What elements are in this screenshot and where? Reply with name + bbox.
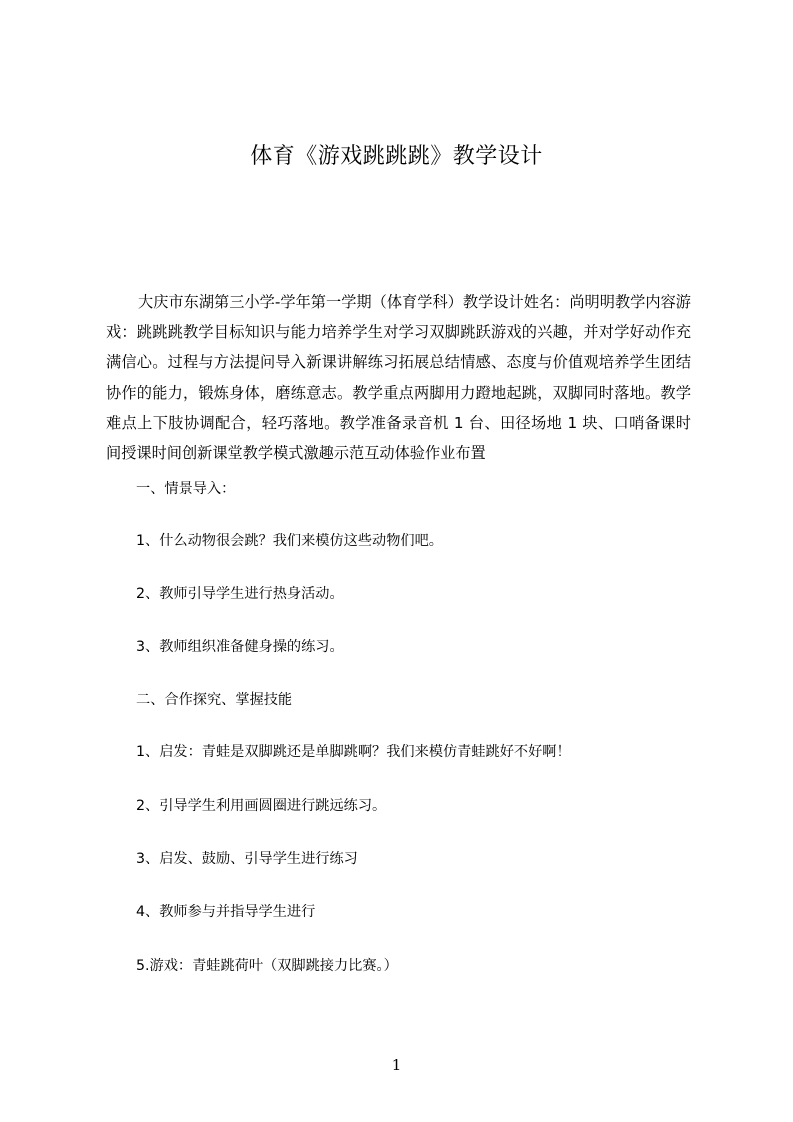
intro-paragraph: 大庆市东湖第三小学-学年第一学期（体育学科）教学设计姓名：尚明明教学内容游戏：跳跳跳教学目标知识与能力培养学生对学习双脚跳跃游戏的兴趣，并对学好动作充满信心。过程与方法提问导入新课讲解练习拓展总结情感、态度与价值观培养学生团结协作的能力，锻炼身体，磨练意志。教学重点两脚用力蹬地起跳，双脚同时落地。教学难点上下肢协调配合，轻巧落地。教学准备录音机 1 台、田径场地 1 块、口哨备课时间授课时间创新课堂教学模式激趣示范互动体验作业布置 [106, 293, 691, 463]
list-item: 2、教师引导学生进行热身活动。 [136, 586, 344, 602]
list-item: 4、教师参与并指导学生进行 [136, 904, 316, 920]
section-heading-2: 二、合作探究、掌握技能 [136, 692, 293, 708]
list-item: 1、启发：青蛙是双脚跳还是单脚跳啊？我们来模仿青蛙跳好不好啊！ [136, 744, 571, 760]
page-number: 1 [391, 1056, 402, 1074]
list-item: 5.游戏：青蛙跳荷叶（双脚跳接力比赛。） [136, 958, 398, 974]
list-item: 3、启发、鼓励、引导学生进行练习 [136, 851, 358, 867]
list-item: 1、什么动物很会跳？我们来模仿这些动物们吧。 [136, 533, 443, 549]
document-title: 体育《游戏跳跳跳》教学设计 [250, 144, 543, 169]
list-item: 2、引导学生利用画圆圈进行跳远练习。 [136, 798, 387, 814]
list-item: 3、教师组织准备健身操的练习。 [136, 639, 344, 655]
section-heading-1: 一、情景导入： [136, 481, 236, 497]
